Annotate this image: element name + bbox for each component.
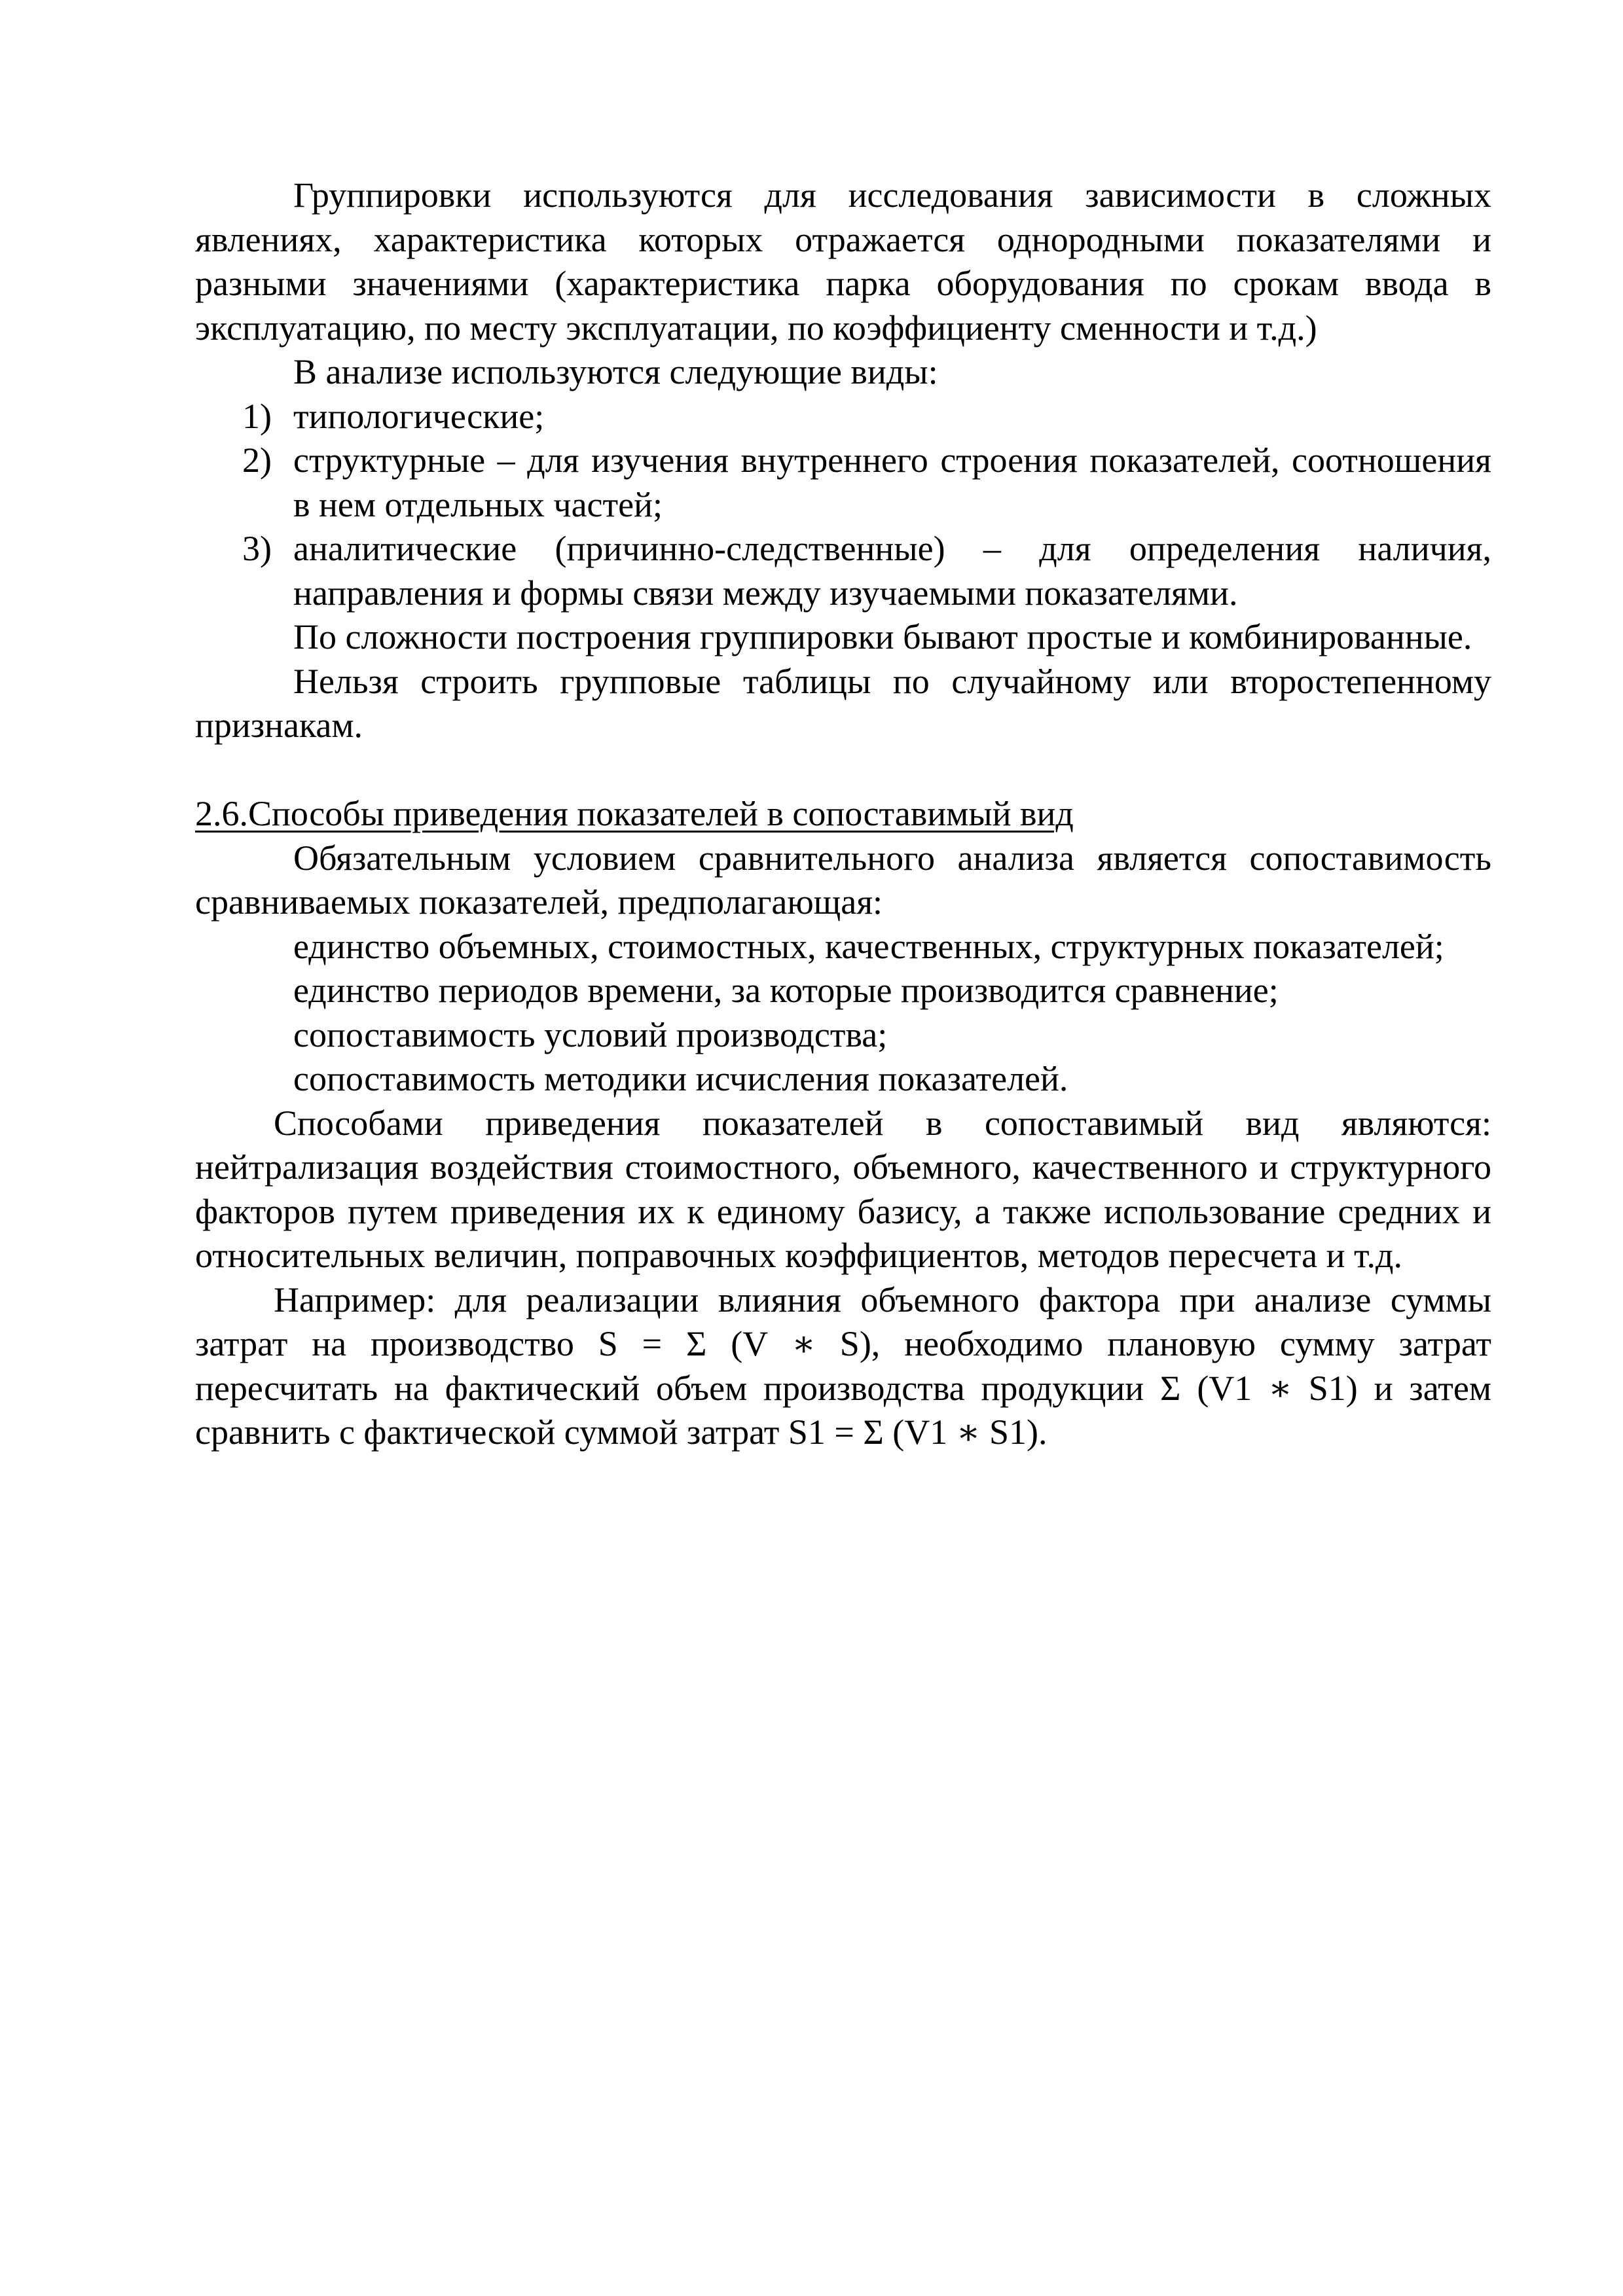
list-item-text: аналитические (причинно-следственные) – для определения наличия, направления и формы связи между изучаемыми показателями. <box>293 529 1491 613</box>
list-item-number: 3) <box>242 529 272 568</box>
section-heading: 2.6.Способы приведения показателей в сопоставимый вид <box>195 794 1074 833</box>
condition-item: сопоставимость методики исчисления показателей. <box>293 1059 1068 1098</box>
paragraph-types-intro: В анализе используются следующие виды: <box>293 352 938 391</box>
paragraph-methods: Способами приведения показателей в сопоставимый вид являются: нейтрализация воздействия стоимостного, объемного, качественного и структурного факторов путем приведения их к единому базису, а также использование средних и относительных величин, поправочных коэффициентов, методов пересчета и т.д. <box>195 1103 1491 1275</box>
paragraph-example: Например: для реализации влияния объемного фактора при анализе суммы затрат на производство S = Σ (V ∗ S), необходимо плановую сумму затрат пересчитать на фактический объем производства продукции Σ (V1 ∗ S1) и затем сравнить с фактической суммой затрат S1 = Σ (V1 ∗ S1). <box>195 1280 1491 1452</box>
condition-item: единство объемных, стоимостных, качественных, структурных показателей; <box>293 926 1444 966</box>
list-item <box>242 439 1491 527</box>
paragraph-tables: Нельзя строить групповые таблицы по случайному или второстепенному признакам. <box>195 661 1491 745</box>
list-item <box>242 527 1491 615</box>
types-list <box>195 395 1491 616</box>
list-item-text: структурные – для изучения внутреннего строения показателей, соотношения в нем отдельных частей; <box>293 440 1491 524</box>
paragraph-condition: Обязательным условием сравнительного анализа является сопоставимость сравниваемых показателей, предполагающая: <box>195 838 1491 922</box>
list-item-number: 1) <box>242 396 272 436</box>
list-item-number: 2) <box>242 440 272 480</box>
list-item-text: типологические; <box>293 396 545 436</box>
spacer <box>195 748 1491 793</box>
condition-item: единство периодов времени, за которые производится сравнение; <box>293 971 1279 1010</box>
document-body <box>195 173 1491 1455</box>
paragraph-complexity: По сложности построения группировки бывают простые и комбинированные. <box>293 617 1472 656</box>
list-item <box>242 395 1491 439</box>
condition-item: сопоставимость условий производства; <box>293 1014 888 1054</box>
paragraph-groupings: Группировки используются для исследования зависимости в сложных явлениях, характеристика которых отражается однородными показателями и разными значениями (характеристика парка оборудования по срокам ввода в эксплуатацию, по месту эксплуатации, по коэффициенту сменности и т.д.) <box>195 175 1491 348</box>
